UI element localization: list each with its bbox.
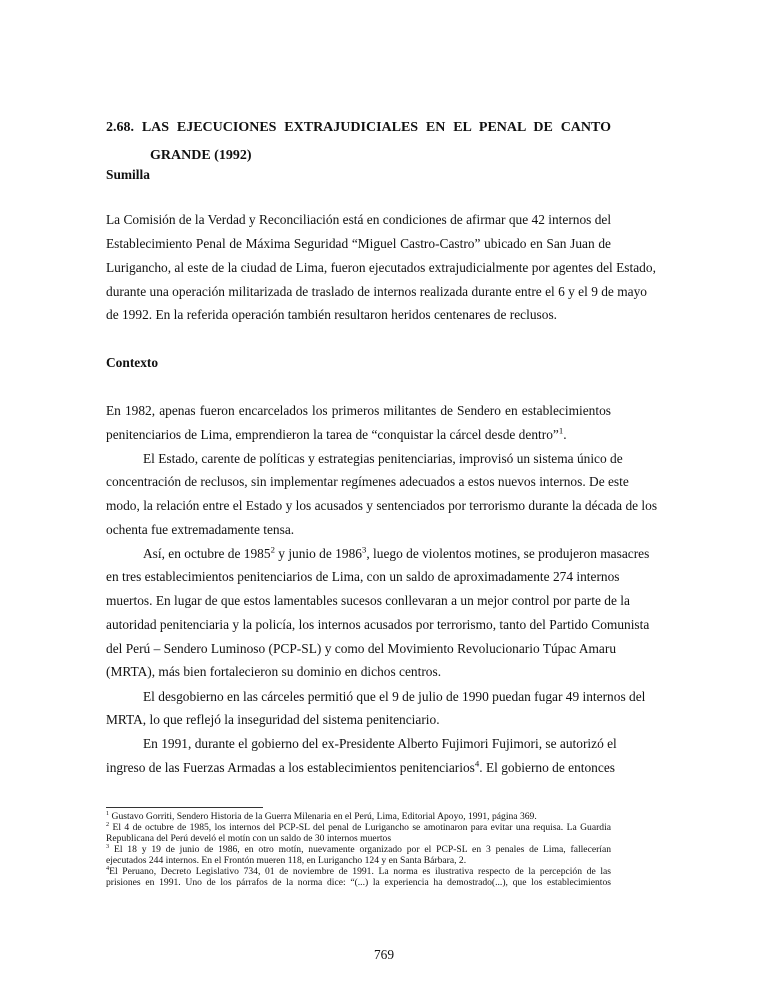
body-line <box>143 689 646 705</box>
text-segment: (MRTA), más bien fortalecieron su dominio en dichos centros. <box>106 664 442 679</box>
footnote-reference: 4 <box>474 758 480 769</box>
text-segment: autoridad penitenciaria y la policía, los internos acusados por terrorismo, tanto del Partido Comunista <box>106 617 650 632</box>
body-line <box>106 569 620 585</box>
footnote-line <box>106 834 611 844</box>
heading-sumilla: Sumilla <box>106 167 150 182</box>
footnote-line <box>106 820 611 833</box>
body-line <box>106 617 650 633</box>
footnote-reference: 3 <box>361 544 367 555</box>
text-segment: Así, en octubre de 1985 <box>143 546 271 561</box>
text-segment: muertos. En lugar de que estos lamentables sucesos conllevaran a un mejor control por parte de la <box>106 593 630 608</box>
text-segment: . <box>563 427 567 442</box>
footnote-separator <box>106 807 263 808</box>
text-segment: y junio de 1986 <box>274 546 362 561</box>
text-segment: El 4 de octubre de 1985, los internos del PCP-SL del penal de Lurigancho se amotinaron para evitar una requisa. La Guardia <box>109 822 611 833</box>
text-segment: En 1982, apenas fueron encarcelados los primeros militantes de Sendero en establecimientos <box>106 403 611 418</box>
body-line <box>106 593 630 609</box>
text-segment: ejecutados 244 internos. En el Frontón mueren 118, en Lurigancho 124 y en Santa Bárbara, 2. <box>106 855 467 866</box>
footnote-line <box>106 809 611 822</box>
body-line <box>143 451 623 467</box>
text-segment: El desgobierno en las cárceles permitió que el 9 de julio de 1990 puedan fugar 49 internos del <box>143 689 646 704</box>
body-line <box>143 544 650 562</box>
section-title-line-2: GRANDE (1992) <box>150 148 252 163</box>
text-segment: Establecimiento Penal de Máxima Seguridad “Miguel Castro-Castro” ubicado en San Juan de <box>106 236 611 251</box>
text-segment: penitenciarios de Lima, emprendieron la tarea de “conquistar la cárcel desde dentro” <box>106 427 559 442</box>
footnote-reference: 1 <box>558 425 564 436</box>
footnote-line <box>106 878 611 888</box>
text-segment: del Perú – Sendero Luminoso (PCP-SL) y como del Movimiento Revolucionario Túpac Amaru <box>106 641 617 656</box>
text-segment: El Estado, carente de políticas y estrategias penitenciarias, improvisó un sistema único de <box>143 451 623 466</box>
text-segment: . El gobierno de entonces <box>479 760 615 775</box>
text-segment: El Peruano, Decreto Legislativo 734, 01 de noviembre de 1991. La norma es ilustrativa respecto de la percepción de las <box>109 866 611 877</box>
footnote-reference: 4 <box>106 864 110 872</box>
text-segment: Republicana del Perú develó el motín con un saldo de 30 internos muertos <box>106 833 392 844</box>
body-line <box>106 474 629 490</box>
body-line <box>106 641 617 657</box>
footnote-reference: 2 <box>270 544 275 555</box>
footnote-reference: 1 <box>106 809 110 817</box>
section-title-line-1: 2.68. LAS EJECUCIONES EXTRAJUDICIALES EN EL PENAL DE CANTO <box>106 120 611 135</box>
text-segment: En 1991, durante el gobierno del ex-Presidente Alberto Fujimori Fujimori, se autorizó el <box>143 736 617 751</box>
text-segment: Lurigancho, al este de la ciudad de Lima, fueron ejecutados extrajudicialmente por agentes del Estado, <box>106 260 656 275</box>
text-segment: de 1992. En la referida operación también resultaron heridos centenares de reclusos. <box>106 307 558 322</box>
text-segment: en tres establecimientos penitenciarios de Lima, con un saldo de aproximadamente 274 internos <box>106 569 620 584</box>
body-line <box>106 427 611 443</box>
text-segment: MRTA, lo que reflejó la inseguridad del sistema penitenciario. <box>106 712 440 727</box>
text-segment: modo, la relación entre el Estado y los acusados y sentenciados por terrorismo durante la década de los <box>106 498 658 513</box>
body-line <box>106 307 611 323</box>
text-segment: , luego de violentos motines, se produjeron masacres <box>366 546 650 561</box>
body-line <box>106 522 611 538</box>
text-segment: ingreso de las Fuerzas Armadas a los establecimientos penitenciarios <box>106 760 475 775</box>
footnote-reference: 3 <box>106 842 110 850</box>
body-line <box>106 498 658 514</box>
text-segment: durante una operación militarizada de traslado de internos realizada durante entre el 6 y el 9 de mayo <box>106 284 647 299</box>
body-line <box>106 712 611 728</box>
text-segment: Gustavo Gorriti, Sendero Historia de la Guerra Milenaria en el Perú, Lima, Editorial Apoyo, 1991, página 369. <box>109 811 537 822</box>
footnote-reference: 2 <box>106 820 110 828</box>
body-line <box>143 736 617 752</box>
text-segment: ochenta fue extremadamente tensa. <box>106 522 295 537</box>
footnote-line <box>106 864 611 877</box>
page-number: 769 <box>373 947 395 962</box>
body-line <box>106 260 656 276</box>
text-segment: prisiones en 1991. Uno de los párrafos de la norma dice: “(...) la experiencia ha demostrado(...), que los establecimientos <box>106 877 611 888</box>
text-segment: concentración de reclusos, sin implementar regímenes adecuados a estos nuevos internos. De este <box>106 474 629 489</box>
body-line <box>106 664 611 680</box>
heading-contexto: Contexto <box>106 355 159 370</box>
text-segment: El 18 y 19 de junio de 1986, en otro motín, nuevamente organizado por el PCP-SL en 3 penales de Lima, fallecerían <box>109 844 611 855</box>
body-line <box>106 212 611 228</box>
body-line <box>106 284 647 300</box>
footnote-line <box>106 842 611 855</box>
body-line <box>106 403 611 419</box>
footnote-line <box>106 856 611 866</box>
body-line <box>106 236 611 252</box>
body-line <box>106 758 615 776</box>
text-segment: La Comisión de la Verdad y Reconciliación está en condiciones de afirmar que 42 internos del <box>106 212 612 227</box>
